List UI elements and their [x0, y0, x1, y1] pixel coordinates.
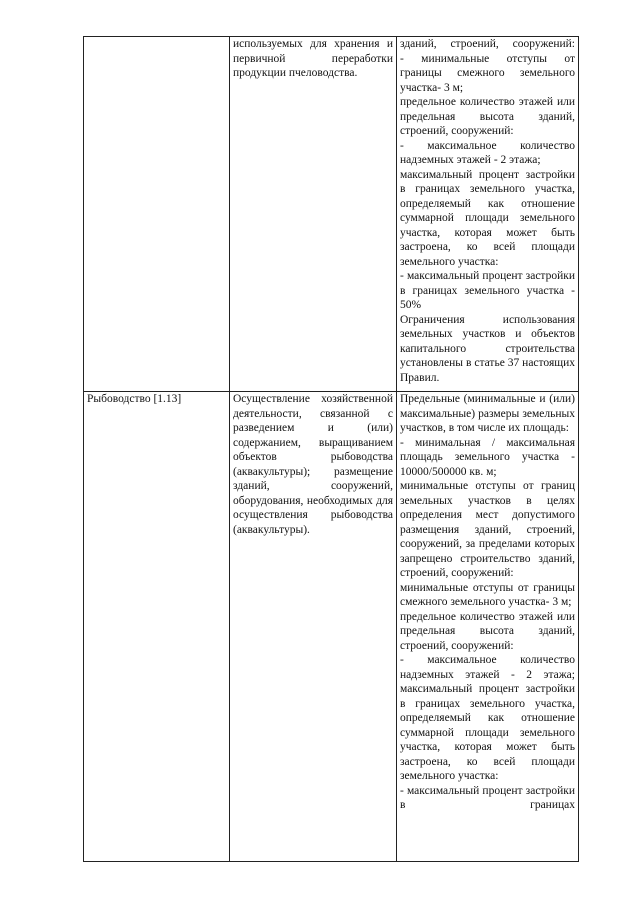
- parameter-text: предельное количество этажей или предельная высота зданий, строений, сооружений:: [400, 610, 575, 652]
- parameter-text: - максимальный процент застройки в границах земельного участка - 50%: [400, 270, 575, 311]
- table-row: [84, 37, 579, 392]
- parameter-text: Ограничения использования земельных участков и объектов капитального строительства установлены в статье 37 настоящих Правил.: [400, 313, 575, 384]
- parameter-text: зданий, строений, сооружений:: [400, 38, 575, 50]
- parameter-text: максимальный процент застройки в границах земельного участка, определяемый как отношение суммарной площади земельного участка, которая может быть застроена, ко всей площади земельного участка:: [400, 168, 575, 268]
- use-type-name: Рыбоводство [1.13]: [87, 393, 182, 405]
- use-type-cell: [84, 37, 230, 392]
- parameter-text: - максимальный процент застройки в границах: [400, 784, 575, 811]
- table-row: [84, 392, 579, 862]
- description-text: Осуществление хозяйственной деятельности, связанной с разведением и (или) содержанием, выращиванием объектов рыбоводства (аквакультуры); размещение зданий, сооружений, оборудования, необходимых для осуществления рыбоводства (аквакультуры).: [233, 393, 393, 536]
- parameter-text: Предельные (минимальные и (или) максимальные) размеры земельных участков, в том числе их площадь:: [400, 393, 575, 434]
- parameter-text: минимальные отступы от границы смежного земельного участка- 3 м;: [400, 581, 575, 608]
- parameters-cell: [397, 392, 579, 862]
- use-type-cell: [84, 392, 230, 862]
- parameter-text: - минимальная / максимальная площадь земельного участка - 10000/500000 кв. м;: [400, 436, 575, 478]
- parameter-text: предельное количество этажей или предельная высота зданий, строений, сооружений:: [400, 96, 575, 137]
- description-cell: [230, 37, 397, 392]
- land-use-regulations-table: [83, 36, 579, 862]
- parameter-text: минимальные отступы от границ земельных участков в целях определения мест допустимого размещения зданий, строений, сооружений, за пределами которых запрещено строительство зданий, строений, сооружений:: [400, 480, 575, 579]
- parameter-text: - максимальное количество надземных этажей - 2 этажа; максимальный процент застройки в границах земельного участка, определяемый как отношение суммарной площади земельного участка, которая может быть застроена, ко всей площади земельного участка:: [400, 654, 575, 782]
- parameter-text: - максимальное количество надземных этажей - 2 этажа;: [400, 139, 575, 166]
- parameter-text: - минимальные отступы от границы смежного земельного участка- 3 м;: [400, 52, 575, 94]
- parameters-cell: [397, 37, 579, 392]
- description-cell: [230, 392, 397, 862]
- description-text: используемых для хранения и первичной переработки продукции пчеловодства.: [233, 38, 393, 79]
